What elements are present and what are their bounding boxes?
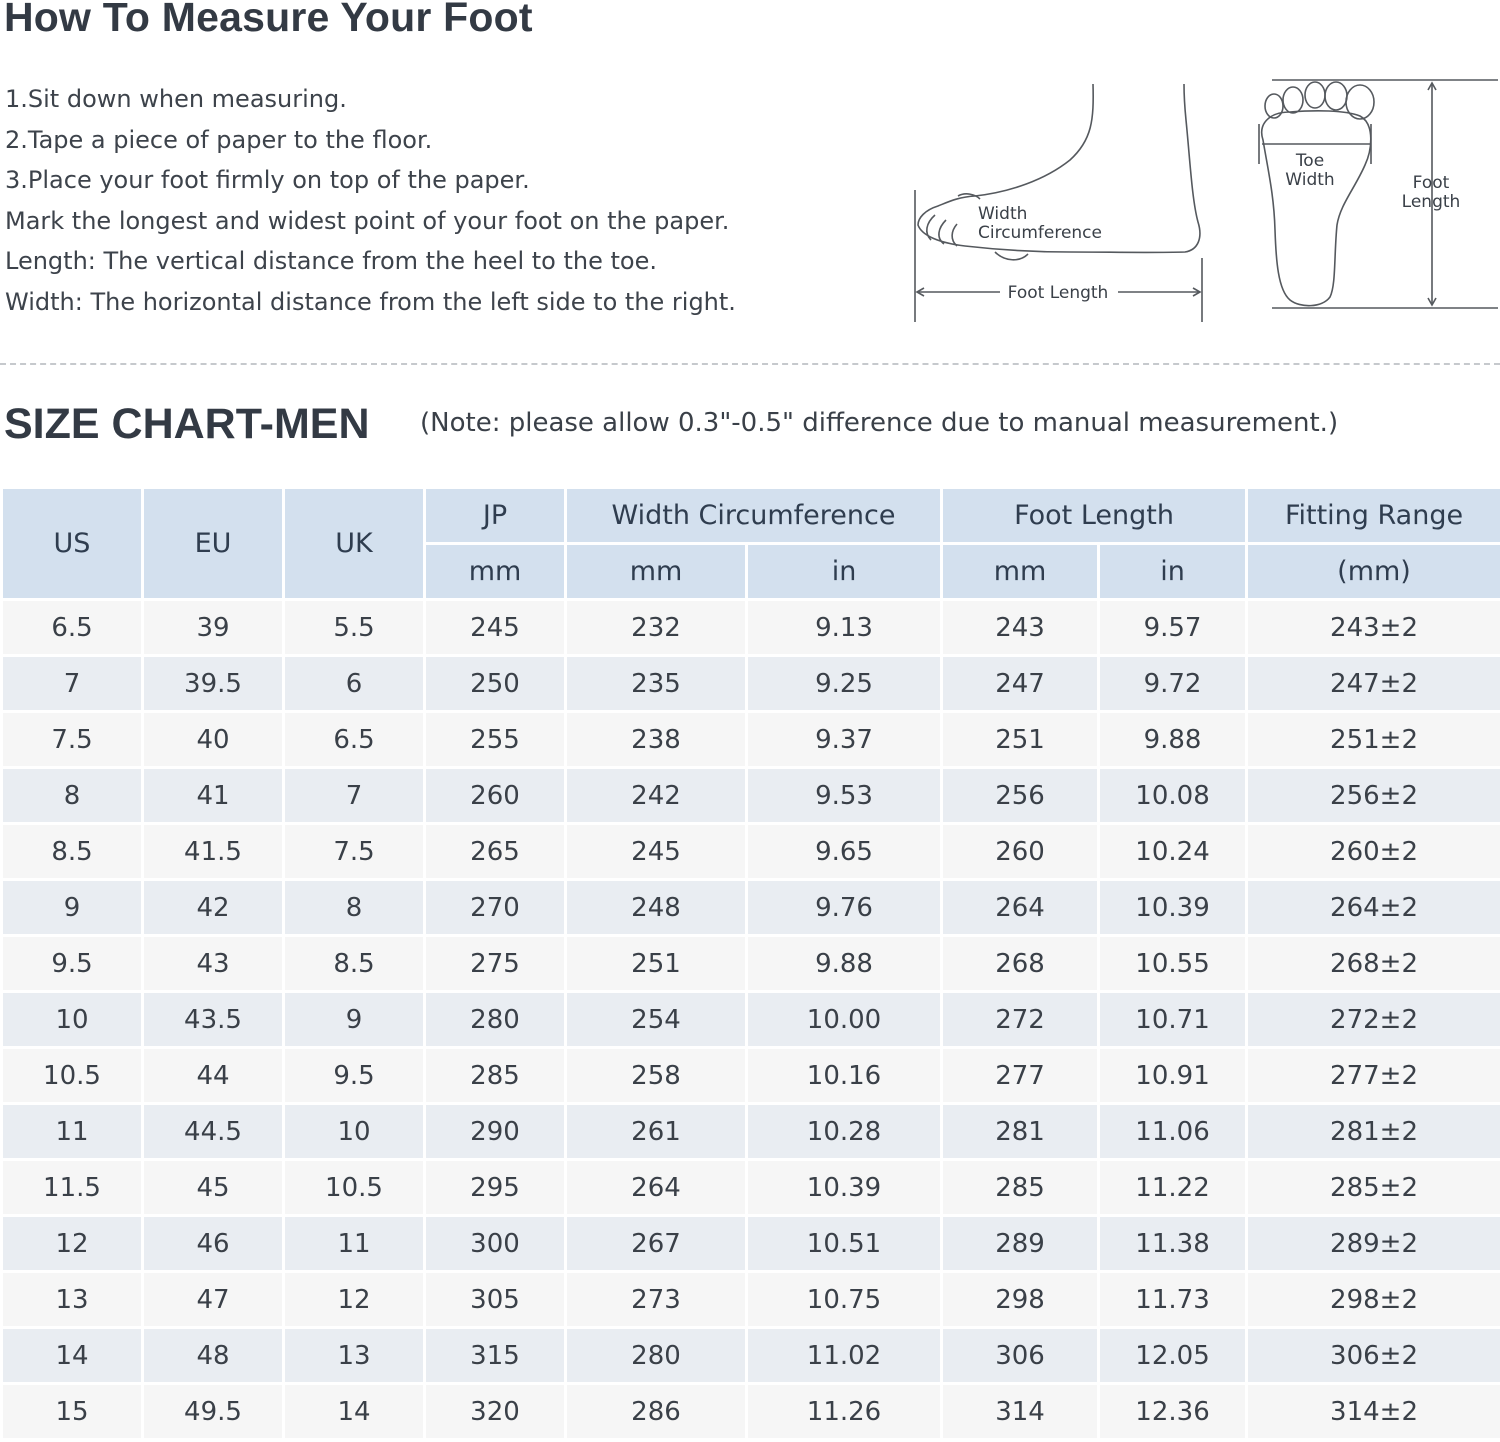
table-row xyxy=(3,1385,1500,1438)
toe-width-label-2: Width xyxy=(1285,170,1335,190)
cell-width-mm: 235 xyxy=(567,657,745,710)
cell-fitting-range: 251±2 xyxy=(1248,713,1500,766)
toe-width-label-1: Toe xyxy=(1295,151,1325,171)
table-row xyxy=(3,937,1500,990)
cell-uk: 9 xyxy=(285,993,423,1046)
cell-fitting-range: 306±2 xyxy=(1248,1329,1500,1382)
cell-width-in: 9.25 xyxy=(748,657,940,710)
cell-us: 9.5 xyxy=(3,937,141,990)
cell-width-mm: 280 xyxy=(567,1329,745,1382)
header-width-circumference: Width Circumference xyxy=(567,489,940,542)
cell-length-in: 9.88 xyxy=(1100,713,1245,766)
cell-fitting-range: 285±2 xyxy=(1248,1161,1500,1214)
cell-fitting-range: 260±2 xyxy=(1248,825,1500,878)
cell-us: 7.5 xyxy=(3,713,141,766)
cell-length-in: 9.72 xyxy=(1100,657,1245,710)
cell-length-mm: 247 xyxy=(943,657,1097,710)
cell-length-mm: 298 xyxy=(943,1273,1097,1326)
cell-length-mm: 285 xyxy=(943,1161,1097,1214)
header-us: US xyxy=(3,489,141,598)
cell-length-mm: 260 xyxy=(943,825,1097,878)
cell-fitting-range: 289±2 xyxy=(1248,1217,1500,1270)
cell-jp-mm: 245 xyxy=(426,601,564,654)
cell-jp-mm: 290 xyxy=(426,1105,564,1158)
cell-eu: 47 xyxy=(144,1273,282,1326)
table-row xyxy=(3,1329,1500,1382)
cell-eu: 49.5 xyxy=(144,1385,282,1438)
cell-uk: 10 xyxy=(285,1105,423,1158)
cell-fitting-range: 243±2 xyxy=(1248,601,1500,654)
cell-eu: 43 xyxy=(144,937,282,990)
cell-us: 10.5 xyxy=(3,1049,141,1102)
cell-uk: 9.5 xyxy=(285,1049,423,1102)
table-row xyxy=(3,1105,1500,1158)
table-row xyxy=(3,993,1500,1046)
cell-eu: 41 xyxy=(144,769,282,822)
cell-width-in: 10.00 xyxy=(748,993,940,1046)
cell-length-in: 10.24 xyxy=(1100,825,1245,878)
cell-length-mm: 264 xyxy=(943,881,1097,934)
step-item: 1.Sit down when measuring. xyxy=(5,85,347,113)
cell-eu: 43.5 xyxy=(144,993,282,1046)
foot-diagram xyxy=(900,70,1500,330)
measure-steps xyxy=(5,80,736,323)
cell-length-in: 11.38 xyxy=(1100,1217,1245,1270)
cell-length-mm: 251 xyxy=(943,713,1097,766)
cell-width-in: 11.02 xyxy=(748,1329,940,1382)
table-row xyxy=(3,1217,1500,1270)
cell-jp-mm: 315 xyxy=(426,1329,564,1382)
cell-jp-mm: 275 xyxy=(426,937,564,990)
header-jp: JP xyxy=(426,489,564,542)
cell-uk: 14 xyxy=(285,1385,423,1438)
cell-fitting-range: 247±2 xyxy=(1248,657,1500,710)
cell-eu: 41.5 xyxy=(144,825,282,878)
cell-length-mm: 289 xyxy=(943,1217,1097,1270)
cell-width-mm: 286 xyxy=(567,1385,745,1438)
cell-width-mm: 245 xyxy=(567,825,745,878)
size-table-body xyxy=(3,601,1500,1438)
cell-jp-mm: 305 xyxy=(426,1273,564,1326)
header-width-in: in xyxy=(748,545,940,598)
table-row xyxy=(3,1049,1500,1102)
cell-jp-mm: 255 xyxy=(426,713,564,766)
cell-fitting-range: 281±2 xyxy=(1248,1105,1500,1158)
cell-width-mm: 273 xyxy=(567,1273,745,1326)
foot-length-label-1: Foot xyxy=(1412,173,1450,193)
cell-jp-mm: 280 xyxy=(426,993,564,1046)
cell-eu: 42 xyxy=(144,881,282,934)
cell-width-mm: 254 xyxy=(567,993,745,1046)
table-row xyxy=(3,769,1500,822)
cell-width-mm: 264 xyxy=(567,1161,745,1214)
cell-width-in: 11.26 xyxy=(748,1385,940,1438)
cell-us: 11 xyxy=(3,1105,141,1158)
cell-width-in: 9.13 xyxy=(748,601,940,654)
page-title: How To Measure Your Foot xyxy=(4,0,533,40)
cell-us: 12 xyxy=(3,1217,141,1270)
header-fitting-unit: (mm) xyxy=(1248,545,1500,598)
cell-uk: 6 xyxy=(285,657,423,710)
cell-length-mm: 268 xyxy=(943,937,1097,990)
header-jp-unit: mm xyxy=(426,545,564,598)
cell-jp-mm: 270 xyxy=(426,881,564,934)
cell-width-in: 10.75 xyxy=(748,1273,940,1326)
width-circ-label-1: Width xyxy=(978,204,1028,224)
table-row xyxy=(3,881,1500,934)
cell-fitting-range: 256±2 xyxy=(1248,769,1500,822)
cell-length-in: 10.71 xyxy=(1100,993,1245,1046)
cell-eu: 39.5 xyxy=(144,657,282,710)
cell-length-mm: 306 xyxy=(943,1329,1097,1382)
cell-uk: 8.5 xyxy=(285,937,423,990)
cell-jp-mm: 320 xyxy=(426,1385,564,1438)
width-circ-label-2: Circumference xyxy=(978,223,1102,243)
cell-length-in: 12.05 xyxy=(1100,1329,1245,1382)
header-length-in: in xyxy=(1100,545,1245,598)
cell-length-mm: 272 xyxy=(943,993,1097,1046)
table-row xyxy=(3,1273,1500,1326)
cell-eu: 40 xyxy=(144,713,282,766)
cell-jp-mm: 285 xyxy=(426,1049,564,1102)
cell-width-in: 9.88 xyxy=(748,937,940,990)
foot-length-side-label: Foot Length xyxy=(1007,283,1109,303)
cell-us: 13 xyxy=(3,1273,141,1326)
cell-jp-mm: 265 xyxy=(426,825,564,878)
cell-eu: 45 xyxy=(144,1161,282,1214)
size-chart-note: (Note: please allow 0.3"-0.5" difference due to manual measurement.) xyxy=(420,408,1339,438)
cell-width-mm: 261 xyxy=(567,1105,745,1158)
cell-eu: 39 xyxy=(144,601,282,654)
cell-jp-mm: 295 xyxy=(426,1161,564,1214)
cell-fitting-range: 264±2 xyxy=(1248,881,1500,934)
cell-uk: 12 xyxy=(285,1273,423,1326)
cell-length-in: 10.91 xyxy=(1100,1049,1245,1102)
cell-length-mm: 256 xyxy=(943,769,1097,822)
cell-length-in: 10.39 xyxy=(1100,881,1245,934)
cell-uk: 5.5 xyxy=(285,601,423,654)
cell-width-mm: 267 xyxy=(567,1217,745,1270)
size-chart-title: SIZE CHART-MEN xyxy=(4,400,370,448)
header-fitting-range: Fitting Range xyxy=(1248,489,1500,542)
cell-us: 9 xyxy=(3,881,141,934)
cell-jp-mm: 260 xyxy=(426,769,564,822)
cell-uk: 10.5 xyxy=(285,1161,423,1214)
cell-length-in: 10.08 xyxy=(1100,769,1245,822)
cell-fitting-range: 298±2 xyxy=(1248,1273,1500,1326)
cell-fitting-range: 314±2 xyxy=(1248,1385,1500,1438)
sole-illustration xyxy=(1262,82,1374,306)
size-table xyxy=(0,486,1500,1441)
cell-length-mm: 277 xyxy=(943,1049,1097,1102)
table-row xyxy=(3,1161,1500,1214)
cell-width-in: 10.39 xyxy=(748,1161,940,1214)
cell-us: 6.5 xyxy=(3,601,141,654)
cell-us: 14 xyxy=(3,1329,141,1382)
cell-us: 8.5 xyxy=(3,825,141,878)
cell-us: 11.5 xyxy=(3,1161,141,1214)
header-length-mm: mm xyxy=(943,545,1097,598)
cell-fitting-range: 272±2 xyxy=(1248,993,1500,1046)
cell-width-in: 10.51 xyxy=(748,1217,940,1270)
cell-jp-mm: 250 xyxy=(426,657,564,710)
cell-width-in: 9.65 xyxy=(748,825,940,878)
cell-us: 8 xyxy=(3,769,141,822)
cell-us: 15 xyxy=(3,1385,141,1438)
cell-length-mm: 243 xyxy=(943,601,1097,654)
cell-width-mm: 232 xyxy=(567,601,745,654)
cell-width-in: 9.76 xyxy=(748,881,940,934)
cell-us: 10 xyxy=(3,993,141,1046)
cell-fitting-range: 268±2 xyxy=(1248,937,1500,990)
cell-width-mm: 238 xyxy=(567,713,745,766)
cell-uk: 8 xyxy=(285,881,423,934)
foot-length-label-2: Length xyxy=(1401,192,1461,212)
header-eu: EU xyxy=(144,489,282,598)
cell-length-in: 11.73 xyxy=(1100,1273,1245,1326)
step-item: Length: The vertical distance from the heel to the toe. xyxy=(5,247,657,275)
cell-width-mm: 248 xyxy=(567,881,745,934)
step-item: 3.Place your foot firmly on top of the paper. xyxy=(5,166,530,194)
cell-us: 7 xyxy=(3,657,141,710)
table-row xyxy=(3,601,1500,654)
step-item: 2.Tape a piece of paper to the floor. xyxy=(5,125,433,154)
cell-length-in: 11.06 xyxy=(1100,1105,1245,1158)
cell-width-mm: 251 xyxy=(567,937,745,990)
cell-length-mm: 281 xyxy=(943,1105,1097,1158)
cell-uk: 11 xyxy=(285,1217,423,1270)
cell-fitting-range: 277±2 xyxy=(1248,1049,1500,1102)
cell-uk: 13 xyxy=(285,1329,423,1382)
header-width-mm: mm xyxy=(567,545,745,598)
step-item: Mark the longest and widest point of your foot on the paper. xyxy=(5,206,730,235)
table-row xyxy=(3,825,1500,878)
table-row xyxy=(3,713,1500,766)
cell-jp-mm: 300 xyxy=(426,1217,564,1270)
cell-width-in: 9.53 xyxy=(748,769,940,822)
step-item: Width: The horizontal distance from the left side to the right. xyxy=(5,287,736,316)
cell-length-in: 12.36 xyxy=(1100,1385,1245,1438)
cell-eu: 46 xyxy=(144,1217,282,1270)
cell-uk: 7.5 xyxy=(285,825,423,878)
cell-width-mm: 258 xyxy=(567,1049,745,1102)
cell-length-mm: 314 xyxy=(943,1385,1097,1438)
cell-eu: 48 xyxy=(144,1329,282,1382)
cell-length-in: 11.22 xyxy=(1100,1161,1245,1214)
cell-width-in: 10.28 xyxy=(748,1105,940,1158)
cell-width-in: 10.16 xyxy=(748,1049,940,1102)
cell-uk: 6.5 xyxy=(285,713,423,766)
cell-eu: 44 xyxy=(144,1049,282,1102)
cell-width-mm: 242 xyxy=(567,769,745,822)
section-divider xyxy=(0,363,1500,365)
table-row xyxy=(3,657,1500,710)
cell-length-in: 9.57 xyxy=(1100,601,1245,654)
cell-width-in: 9.37 xyxy=(748,713,940,766)
header-uk: UK xyxy=(285,489,423,598)
header-foot-length: Foot Length xyxy=(943,489,1245,542)
cell-length-in: 10.55 xyxy=(1100,937,1245,990)
cell-eu: 44.5 xyxy=(144,1105,282,1158)
cell-uk: 7 xyxy=(285,769,423,822)
